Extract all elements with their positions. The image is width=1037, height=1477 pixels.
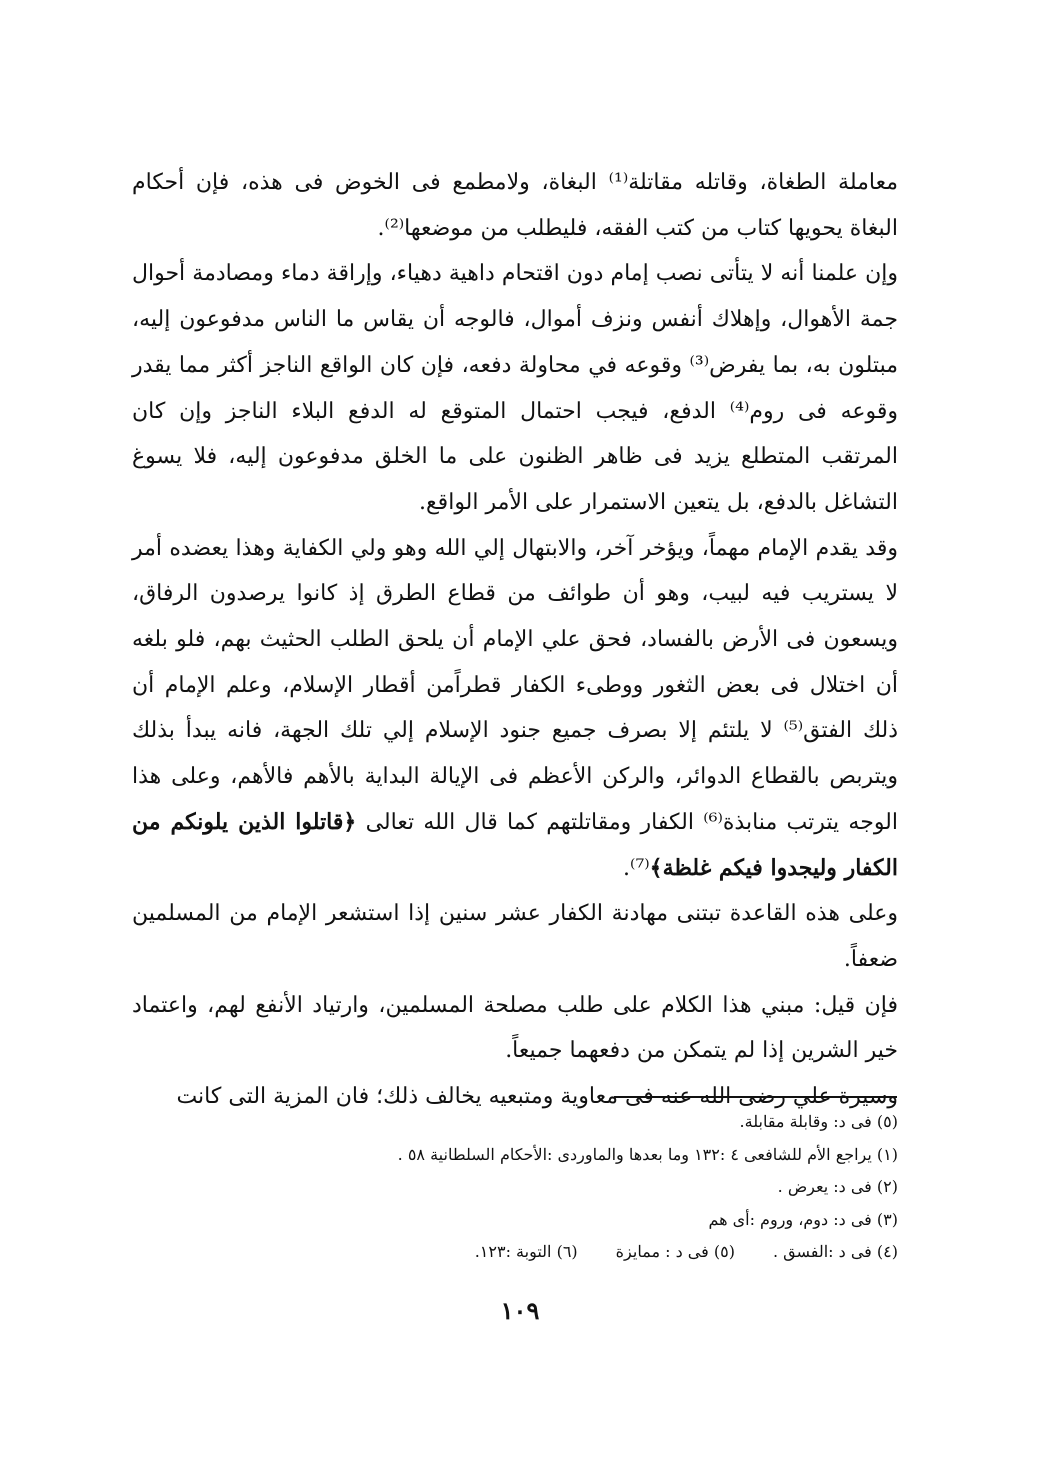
main-text [132,160,898,1120]
footnote-4: (٤) فى د :الفسق . [772,1242,898,1261]
paragraph-5: فإن قيل: مبني هذا الكلام على طلب مصلحة المسلمين، وارتياد الأنفع لهم، واعتماد خير الشرين إذا لم يتمكن من دفعهما جميعاً. [132,992,898,1064]
footnote-row-last [200,1236,898,1269]
page-number: ١٠٩ [500,1296,540,1325]
paragraph-4: وعلى هذه القاعدة تبتنى مهادنة الكفار عشر سنين إذا استشعر الإمام من المسلمين ضعفاً. [132,901,898,972]
footnote-2: (٢) فى د: يعرض . [777,1177,898,1196]
footnote-ref-7: ⁽⁷⁾. [623,855,650,881]
footnote-5b: (٥) فى د : ممايزة [615,1242,735,1261]
quran-verse: ﴿قاتلوا الذين يلونكم من الكفار وليجدوا فيكم غلظة﴾ [132,808,898,881]
footnote-3: (٣) فى د: دوم، وروم :أى هم [708,1209,898,1229]
footnote-5: (٥) فى د: وقابلة مقابلة. [739,1112,898,1131]
paragraph-3 [132,526,898,892]
footnotes [200,1106,898,1269]
paragraph-6: وسيرة علي رضى الله عنه فى معاوية ومتبعيه يخالف ذلك؛ فان المزية التى كانت [176,1084,898,1110]
footnote-6: (٦) التوبة :١٢٣. [474,1242,578,1261]
footnote-divider [614,1096,897,1098]
footnote-1: (١) يراجع الأم للشافعى ٤ :١٣٢ وما بعدها والماوردى :الأحكام السلطانية ٥٨ . [397,1144,898,1164]
paragraph-3-text: وقد يقدم الإمام مهماً، ويؤخر آخر، والابتهال إلي الله وهو ولي الكفاية وهذا يعضده أمر لا يستريب فيه لبيب، وهو أن طوائف من قطاع الطرق إذ كانوا يرصدون الرفاق، ويسعون فى الأرض بالفساد، فحق علي الإمام أن يلحق الطلب الحثيث بهم، فلو بلغه أن اختلال فى بعض الثغور ووطىء الكفار قطراًمن أقطار الإسلام، وعلم الإمام أن ذلك الفتق⁽⁵⁾ لا يلتئم إلا بصرف جميع جنود الإسلام إلي تلك الجهة، فانه يبدأ بذلك ويتربص بالقطاع الدوائر، والركن الأعظم فى الإيالة البداية بالأهم فالأهم، وعلى هذا الوجه يترتب منابذة⁽⁶⁾ الكفار ومقاتلتهم كما قال الله تعالى [132,535,898,835]
paragraph-1: معاملة الطغاة، وقاتله مقاتلة⁽¹⁾ البغاة، ولامطمع فى الخوض فى هذه، فإن أحكام البغاة يحويها كتاب من كتب الفقه، فليطلب من موضعها⁽²⁾. [132,170,898,241]
paragraph-2: وإن علمنا أنه لا يتأتى نصب إمام دون اقتحام داهية دهياء، وإراقة دماء ومصادمة أحوال جمة الأهوال، وإهلاك أنفس ونزف أموال، فالوجه أن يقاس ما الناس مدفوعون إليه، مبتلون به، بما يفرض⁽³⁾ وقوعه في محاولة دفعه، فإن كان الواقع الناجز أكثر مما يقدر وقوعه فى روم⁽⁴⁾ الدفع، فيجب احتمال المتوقع له الدفع البلاء الناجز وإن كان المرتقب المتطلع يزيد فى ظاهر الظنون على ما الخلق مدفوعون إليه، فلا يسوغ التشاغل بالدفع، بل يتعين الاستمرار على الأمر الواقع. [132,261,898,515]
